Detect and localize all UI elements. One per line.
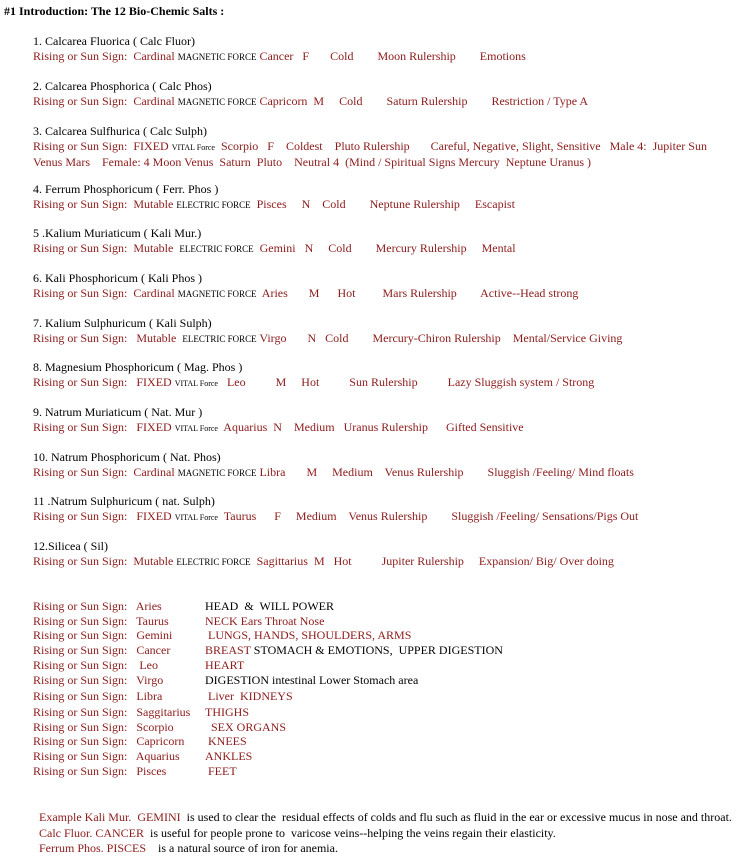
salt-info: Rising or Sun Sign: FIXED VITAL Force Taurus F Medium Venus Rulership Sluggish /Feeling/ Sensations/Pigs Out bbox=[33, 509, 639, 523]
salt-info-continued: Venus Mars Female: 4 Moon Venus Saturn Pluto Neutral 4 (Mind / Spiritual Signs Mercury Neptune Uranus ) bbox=[33, 155, 592, 169]
salt-info: Rising or Sun Sign: Cardinal MAGNETIC FORCE Cancer F Cold Moon Rulership Emotions bbox=[33, 49, 526, 63]
salt-name: 6. Kali Phosphoricum ( Kali Phos ) bbox=[33, 271, 202, 285]
sign-label: Rising or Sun Sign: Capricorn bbox=[33, 734, 185, 748]
salt-info: Rising or Sun Sign: Mutable ELECTRIC FORCE Virgo N Cold Mercury-Chiron Rulership Mental/Service Giving bbox=[33, 331, 623, 345]
salt-item bbox=[33, 271, 578, 301]
body-part: BREAST STOMACH & EMOTIONS, UPPER DIGESTION bbox=[205, 643, 503, 657]
salt-item bbox=[33, 450, 634, 480]
salt-info: Rising or Sun Sign: Cardinal MAGNETIC FORCE Aries M Hot Mars Rulership Active--Head strong bbox=[33, 286, 579, 300]
salt-name: 7. Kalium Sulphuricum ( Kali Sulph) bbox=[33, 316, 212, 330]
salt-name: 1. Calcarea Fluorica ( Calc Fluor) bbox=[33, 34, 195, 48]
sign-label: Rising or Sun Sign: Cancer bbox=[33, 643, 171, 657]
salt-info: Rising or Sun Sign: Mutable ELECTRIC FORCE Sagittarius M Hot Jupiter Rulership Expansion/ Big/ Over doing bbox=[33, 554, 614, 568]
salt-name: 5 .Kalium Muriaticum ( Kali Mur.) bbox=[33, 226, 202, 240]
body-part: KNEES bbox=[205, 734, 247, 748]
salt-name: 12.Silicea ( Sil) bbox=[33, 539, 108, 553]
salt-name: 4. Ferrum Phosphoricum ( Ferr. Phos ) bbox=[33, 182, 219, 196]
salt-name: 11 .Natrum Sulphuricum ( nat. Sulph) bbox=[33, 494, 215, 508]
sign-label: Rising or Sun Sign: Libra bbox=[33, 689, 163, 703]
page-title: #1 Introduction: The 12 Bio-Chemic Salts : bbox=[4, 4, 225, 18]
salt-name: 9. Natrum Muriaticum ( Nat. Mur ) bbox=[33, 405, 203, 419]
sign-label: Rising or Sun Sign: Pisces bbox=[33, 764, 167, 778]
salt-name: 2. Calcarea Phosphorica ( Calc Phos) bbox=[33, 79, 212, 93]
body-part: Liver KIDNEYS bbox=[205, 689, 293, 703]
sign-label: Rising or Sun Sign: Saggitarius bbox=[33, 705, 191, 719]
salt-name: 8. Magnesium Phosphoricum ( Mag. Phos ) bbox=[33, 360, 243, 374]
body-part: FEET bbox=[205, 764, 237, 778]
example-paragraph: Calc Fluor. CANCER is useful for people prone to varicose veins--helping the veins regain their elasticity. bbox=[39, 826, 556, 840]
body-part: DIGESTION intestinal Lower Stomach area bbox=[205, 673, 419, 687]
salt-item bbox=[33, 182, 515, 212]
body-part: HEAD & WILL POWER bbox=[205, 599, 334, 613]
salt-name: 10. Natrum Phosphoricum ( Nat. Phos) bbox=[33, 450, 221, 464]
salt-name: 3. Calcarea Sulfhurica ( Calc Sulph) bbox=[33, 124, 207, 138]
example-paragraph: Ferrum Phos. PISCES is a natural source of iron for anemia. bbox=[39, 841, 338, 855]
salt-item bbox=[33, 316, 622, 346]
body-part: SEX ORGANS bbox=[205, 720, 287, 734]
sign-label: Rising or Sun Sign: Aquarius bbox=[33, 749, 180, 763]
salt-info: Rising or Sun Sign: Cardinal MAGNETIC FORCE Capricorn M Cold Saturn Rulership Restriction / Type A bbox=[33, 94, 589, 108]
body-part: THIGHS bbox=[205, 705, 249, 719]
salt-info: Rising or Sun Sign: Cardinal MAGNETIC FORCE Libra M Medium Venus Rulership Sluggish /Feeling/ Mind floats bbox=[33, 465, 634, 479]
sign-label: Rising or Sun Sign: Virgo bbox=[33, 673, 164, 687]
salt-info: Rising or Sun Sign: Mutable ELECTRIC FORCE Gemini N Cold Mercury Rulership Mental bbox=[33, 241, 516, 255]
salt-info: Rising or Sun Sign: FIXED VITAL Force Scorpio F Coldest Pluto Rulership Careful, Negative, Slight, Sensitive Male 4: Jupiter Sun bbox=[33, 139, 707, 153]
salt-info: Rising or Sun Sign: FIXED VITAL Force Aquarius N Medium Uranus Rulership Gifted Sensitive bbox=[33, 420, 524, 434]
salt-info: Rising or Sun Sign: FIXED VITAL Force Leo M Hot Sun Rulership Lazy Sluggish system / Strong bbox=[33, 375, 595, 389]
body-part: LUNGS, HANDS, SHOULDERS, ARMS bbox=[205, 628, 412, 642]
sign-label: Rising or Sun Sign: Gemini bbox=[33, 628, 173, 642]
sign-label: Rising or Sun Sign: Aries bbox=[33, 599, 162, 613]
salt-item bbox=[33, 494, 638, 525]
salt-item bbox=[33, 124, 707, 169]
body-part: HEART bbox=[205, 658, 245, 672]
salt-item bbox=[33, 34, 526, 64]
sign-label: Rising or Sun Sign: Taurus bbox=[33, 614, 169, 628]
salt-item bbox=[33, 360, 594, 391]
salt-item bbox=[33, 226, 516, 256]
body-part: NECK Ears Throat Nose bbox=[205, 614, 325, 628]
body-part: ANKLES bbox=[205, 749, 253, 763]
sign-label: Rising or Sun Sign: Leo bbox=[33, 658, 159, 672]
sign-label: Rising or Sun Sign: Scorpio bbox=[33, 720, 174, 734]
salt-info: Rising or Sun Sign: Mutable ELECTRIC FORCE Pisces N Cold Neptune Rulership Escapist bbox=[33, 197, 515, 211]
salt-item bbox=[33, 405, 524, 436]
salt-item bbox=[33, 539, 614, 569]
example-paragraph: Example Kali Mur. GEMINI is used to clear the residual effects of colds and flu such as fluid in the ear or excessive mucus in nose and throat. bbox=[39, 810, 732, 824]
salt-item bbox=[33, 79, 588, 109]
